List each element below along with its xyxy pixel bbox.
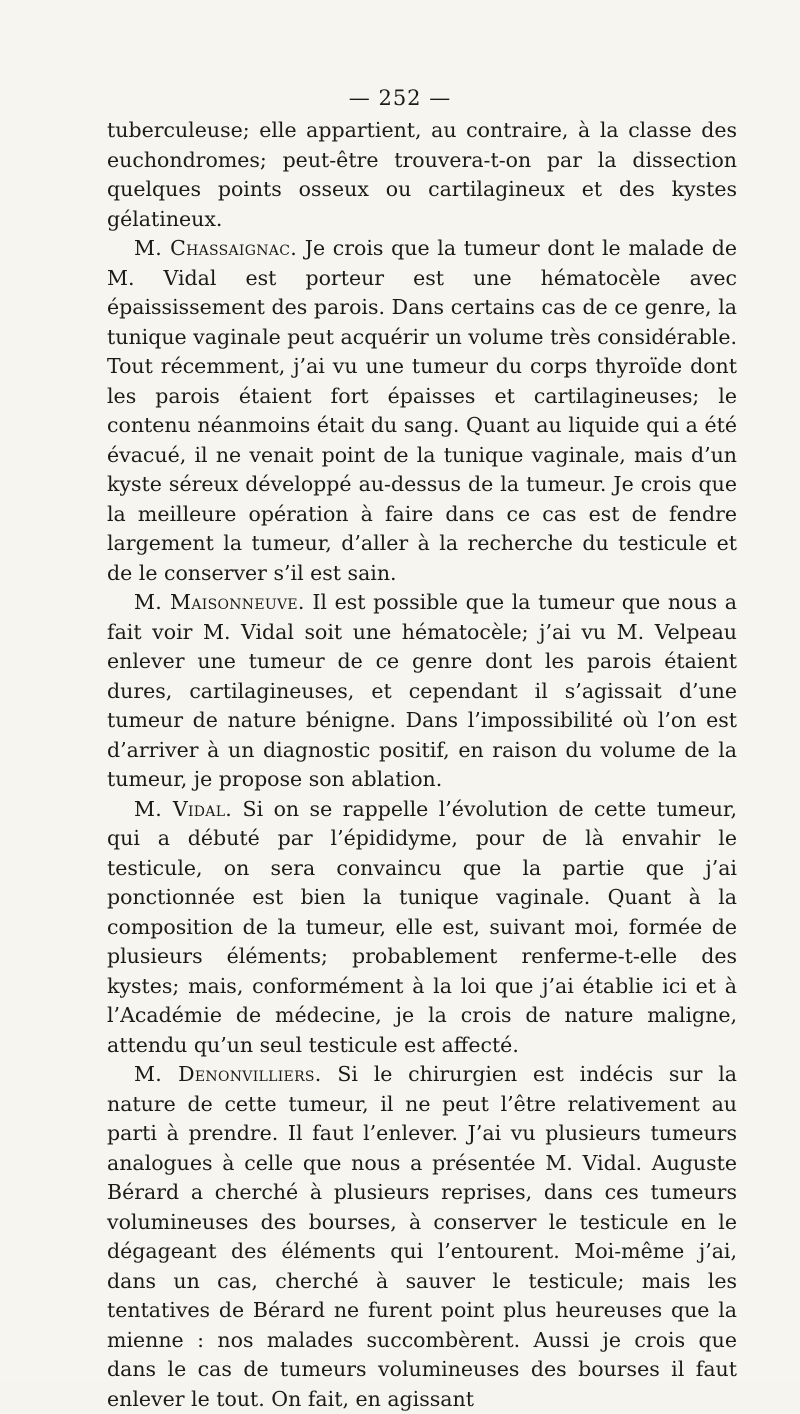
paragraph-maisonneuve bbox=[107, 588, 737, 795]
paragraph-continuation bbox=[107, 116, 737, 234]
body-text bbox=[107, 116, 737, 1414]
speaker-name: M. Vidal. bbox=[134, 796, 233, 821]
speaker-name: M. Denonvilliers. bbox=[134, 1062, 322, 1086]
paragraph-vidal bbox=[107, 795, 737, 1061]
page-number: — 252 — bbox=[348, 86, 452, 110]
paragraph-text: tuberculeuse; elle appartient, au contraire, à la classe des euchondromes; peut-être trouvera-t-on par la dissection quelques points osseux ou cartilagineux et des kystes gélatineux. bbox=[107, 118, 737, 231]
paragraph-denonvilliers bbox=[107, 1060, 737, 1414]
paragraph-chassaignac bbox=[107, 234, 737, 588]
paragraph-text: Je crois que la tumeur dont le malade de M. Vidal est porteur est une hématocèle avec épaississement des parois. Dans certains cas de ce genre, la tunique vaginale peut acquérir un volume très considérable. Tout récemment, j’ai vu une tumeur du corps thyroïde dont les parois étaient fort épaisses et cartilagineuses; le contenu néanmoins était du sang. Quant au liquide qui a été évacué, il ne venait point de la tunique vaginale, mais d’un kyste séreux développé au-dessus de la tumeur. Je crois que la meilleure opération à faire dans ce cas est de fendre largement la tumeur, d’aller à la recherche du testicule et de le conserver s’il est sain. bbox=[107, 236, 737, 585]
speaker-name: M. Chassaignac. bbox=[134, 236, 298, 260]
paragraph-text: Si on se rappelle l’évolution de cette tumeur, qui a débuté par l’épididyme, pour de là envahir le testicule, on sera convaincu que la partie que j’ai ponctionnée est bien la tunique vaginale. Quant à la composition de la tumeur, elle est, suivant moi, formée de plusieurs éléments; probablement renferme-t-elle des kystes; mais, conformément à la loi que j’ai établie ici et à l’Académie de médecine, je la crois de nature maligne, attendu qu’un seul testicule est affecté. bbox=[107, 796, 737, 1057]
speaker-name: M. Maisonneuve. bbox=[134, 590, 305, 614]
paragraph-text: Il est possible que la tumeur que nous a fait voir M. Vidal soit une hématocèle; j’ai vu M. Velpeau enlever une tumeur de ce genre dont les parois étaient dures, cartilagineuses, et cependant il s’agissait d’une tumeur de nature bénigne. Dans l’impossibilité où l’on est d’arriver à un diagnostic positif, en raison du volume de la tumeur, je propose son ablation. bbox=[107, 590, 737, 791]
paragraph-text: Si le chirurgien est indécis sur la nature de cette tumeur, il ne peut l’être relativement au parti à prendre. Il faut l’enlever. J’ai vu plusieurs tumeurs analogues à celle que nous a présentée M. Vidal. Auguste Bérard a cherché à plusieurs reprises, dans ces tumeurs volumineuses des bourses, à conserver le testicule en le dégageant des éléments qui l’entourent. Moi-même j’ai, dans un cas, cherché à sauver le testicule; mais les tentatives de Bérard ne furent point plus heureuses que la mienne : nos malades succombèrent. Aussi je crois que dans le cas de tumeurs volumineuses des bourses il faut enlever le tout. On fait, en agissant bbox=[107, 1062, 737, 1411]
